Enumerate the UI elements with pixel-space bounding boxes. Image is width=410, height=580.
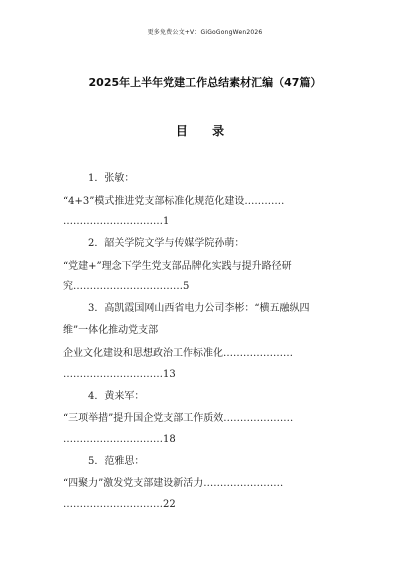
toc-entry-page: …………………………18 bbox=[63, 434, 176, 445]
toc-entry-title: “党建+”理念下学生党支部品牌化实践与提升路径研 bbox=[63, 261, 292, 272]
toc-entry-heading: 3．高凯霞国网山西省电力公司李彬：“横五融纵四 bbox=[88, 303, 310, 314]
header-note: 更多免费公文+V：GiGoGongWen2026 bbox=[147, 29, 263, 36]
document-title: 2025年上半年党建工作总结素材汇编（47篇） bbox=[88, 76, 322, 89]
toc-entry-title: “四聚力”激发党支部建设新活力…………………… bbox=[63, 478, 284, 489]
toc-entry-title: “4+3”模式推进党支部标准化规范化建设………… bbox=[63, 196, 285, 207]
toc-entry-page: …………………………13 bbox=[63, 369, 176, 380]
toc-entry-heading: 5．范雅思： bbox=[88, 456, 145, 467]
toc-entry-heading: 2．韶关学院文学与传媒学院孙萌： bbox=[88, 238, 245, 249]
toc-entry-page: …………………………1 bbox=[63, 216, 170, 227]
toc-entry-title: 企业文化建设和思想政治工作标准化………………… bbox=[63, 348, 293, 359]
toc-heading: 目 录 bbox=[175, 124, 235, 138]
toc-entry-heading: 4．黄来军： bbox=[88, 391, 145, 402]
toc-entry-page: …………………………22 bbox=[63, 499, 176, 510]
toc-entry-title: “三项举措”提升国企党支部工作质效………………… bbox=[63, 413, 294, 424]
toc-entry-page: 究……………………………5 bbox=[63, 281, 190, 292]
toc-entry-heading: 1．张敏： bbox=[88, 173, 135, 184]
toc-entry-title: 维”一体化推动党支部 bbox=[63, 325, 159, 336]
